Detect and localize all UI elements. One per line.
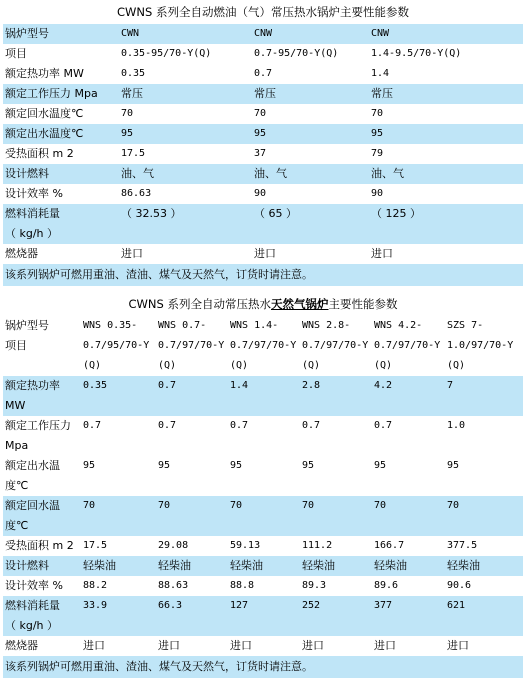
row-label: 燃烧器 [3, 244, 119, 264]
table-cell: 70 [372, 496, 445, 516]
table-cell: 17.5 [81, 536, 156, 556]
table-row [3, 64, 523, 84]
table-cell: 进口 [119, 244, 252, 264]
table-cell [300, 616, 372, 636]
table2-title [0, 292, 526, 316]
table-row [3, 616, 523, 636]
table-cell [300, 516, 372, 536]
table-cell: 70 [252, 104, 369, 124]
table-cell: 70 [156, 496, 228, 516]
table-cell: 0.7 [156, 376, 228, 416]
table-row [3, 496, 523, 516]
table-cell: 0.35 [81, 376, 156, 416]
row-label: 设计燃料 [3, 164, 119, 184]
table-cell: CNW [252, 24, 369, 44]
table-row [3, 44, 523, 64]
table-cell: WNS 0.35- [81, 316, 156, 336]
table-cell [300, 436, 372, 456]
table-cell: 轻柴油 [372, 556, 445, 576]
table-cell: 95 [300, 456, 372, 476]
table-cell: 1.4 [228, 376, 300, 416]
table-cell: 88.8 [228, 576, 300, 596]
table-cell: WNS 4.2- [372, 316, 445, 336]
row-label: 额定回水温 [3, 496, 81, 516]
row-label: 额定工作压力 [3, 416, 81, 436]
table-cell [156, 436, 228, 456]
row-label [3, 356, 81, 376]
table-cell: 0.7/97/70-Y [300, 336, 372, 356]
row-label: 额定回水温度℃ [3, 104, 119, 124]
row-label: 额定热功率 MW [3, 64, 119, 84]
table-cell [445, 476, 523, 496]
row-label: （ kg/h ） [3, 616, 81, 636]
table-cell: 89.6 [372, 576, 445, 596]
table-cell: 0.7 [81, 416, 156, 436]
table-cell: 89.3 [300, 576, 372, 596]
table-cell: 79 [369, 144, 523, 164]
row-label: 设计燃料 [3, 556, 81, 576]
table-row [3, 456, 523, 476]
table-cell: 0.7/97/70-Y [228, 336, 300, 356]
table-cell: CNW [369, 24, 523, 44]
table-cell: 轻柴油 [445, 556, 523, 576]
row-label: Mpa [3, 436, 81, 456]
table-cell: 95 [252, 124, 369, 144]
row-label: 燃烧器 [3, 636, 81, 656]
table-cell: 轻柴油 [228, 556, 300, 576]
row-label: 燃料消耗量 [3, 204, 119, 224]
table-row [3, 536, 523, 556]
table-cell: 66.3 [156, 596, 228, 616]
table-cell: 70 [369, 104, 523, 124]
table-row [3, 356, 523, 376]
table-cell: 95 [372, 456, 445, 476]
table-cell: 7 [445, 376, 523, 416]
table-cell: 90.6 [445, 576, 523, 596]
table-cell: 0.35-95/70-Y(Q) [119, 44, 252, 64]
row-label: 度℃ [3, 516, 81, 536]
table-row [3, 576, 523, 596]
table-cell [81, 476, 156, 496]
table-cell: (Q) [81, 356, 156, 376]
note-text: 该系列锅炉可燃用重油、渣油、煤气及天然气，订货时请注意。 [3, 264, 523, 286]
table-cell: (Q) [156, 356, 228, 376]
row-label: 项目 [3, 44, 119, 64]
table-row [3, 316, 523, 336]
note-row [3, 656, 523, 678]
table-cell: 油、气 [119, 164, 252, 184]
note-text: 该系列锅炉可燃用重油、渣油、煤气及天然气，订货时请注意。 [3, 656, 523, 678]
table-cell: 1.4-9.5/70-Y(Q) [369, 44, 523, 64]
table-row [3, 124, 523, 144]
table-row [3, 336, 523, 356]
table-cell [228, 516, 300, 536]
table-cell: 70 [81, 496, 156, 516]
table-cell: 进口 [228, 636, 300, 656]
table-cell: 86.63 [119, 184, 252, 204]
table-cell: 90 [369, 184, 523, 204]
table-cell: 1.0 [445, 416, 523, 436]
table-cell: 0.7/97/70-Y [372, 336, 445, 356]
table-row [3, 376, 523, 416]
table-cell: 33.9 [81, 596, 156, 616]
table-row [3, 476, 523, 496]
table-cell: 0.35 [119, 64, 252, 84]
table-cell: 常压 [369, 84, 523, 104]
table-row [3, 104, 523, 124]
table-cell: 油、气 [252, 164, 369, 184]
table-row [3, 556, 523, 576]
table-cell [81, 516, 156, 536]
table-cell: 进口 [252, 244, 369, 264]
table-cell: 0.7 [372, 416, 445, 436]
table-cell [228, 436, 300, 456]
table-cell [445, 516, 523, 536]
table-cell: 95 [228, 456, 300, 476]
table-row [3, 164, 523, 184]
table-cell: 377.5 [445, 536, 523, 556]
table-cell: 常压 [252, 84, 369, 104]
table-cell: (Q) [372, 356, 445, 376]
table-cell: 油、气 [369, 164, 523, 184]
table-cell: 进口 [156, 636, 228, 656]
table-row [3, 144, 523, 164]
table-cell: 37 [252, 144, 369, 164]
table-cell [445, 616, 523, 636]
table-cell [119, 224, 252, 244]
row-label: 额定出水温度℃ [3, 124, 119, 144]
table-cell: SZS 7- [445, 316, 523, 336]
table2-title-prefix: CWNS 系列全自动常压热水 [128, 297, 271, 311]
table2-title-emphasis: 天然气锅炉 [270, 297, 329, 311]
table-cell: 70 [228, 496, 300, 516]
table2 [3, 316, 523, 678]
table-cell: 111.2 [300, 536, 372, 556]
table-row [3, 596, 523, 616]
table-cell: 1.0/97/70-Y [445, 336, 523, 356]
table-cell: 进口 [300, 636, 372, 656]
table-cell: 70 [300, 496, 372, 516]
table-cell [81, 436, 156, 456]
table-cell: 166.7 [372, 536, 445, 556]
table-cell [252, 224, 369, 244]
table-cell: 621 [445, 596, 523, 616]
table-row [3, 636, 523, 656]
table-cell: (Q) [228, 356, 300, 376]
row-label: （ kg/h ） [3, 224, 119, 244]
table-cell: (Q) [300, 356, 372, 376]
table-cell: 进口 [445, 636, 523, 656]
table-row [3, 516, 523, 536]
table-row [3, 416, 523, 436]
table-cell: 轻柴油 [81, 556, 156, 576]
row-label: 受热面积 m 2 [3, 144, 119, 164]
table-cell: 95 [445, 456, 523, 476]
table-cell: 0.7-95/70-Y(Q) [252, 44, 369, 64]
row-label: 度℃ [3, 476, 81, 496]
table-cell: 90 [252, 184, 369, 204]
table-row [3, 24, 523, 44]
table-cell [372, 436, 445, 456]
table-cell [300, 476, 372, 496]
row-label: 额定出水温 [3, 456, 81, 476]
row-label: 锅炉型号 [3, 316, 81, 336]
table-cell: （ 125 ） [369, 204, 523, 224]
table-cell: （ 32.53 ） [119, 204, 252, 224]
table-cell [228, 476, 300, 496]
row-label: 受热面积 m 2 [3, 536, 81, 556]
table-row [3, 436, 523, 456]
table-cell [81, 616, 156, 636]
row-label: 额定工作压力 Mpa [3, 84, 119, 104]
table-cell: 进口 [369, 244, 523, 264]
table-cell: 377 [372, 596, 445, 616]
table1-title: CWNS 系列全自动燃油（气）常压热水锅炉主要性能参数 [0, 0, 526, 24]
table-cell: 88.63 [156, 576, 228, 596]
table-cell [156, 516, 228, 536]
row-label: 燃料消耗量 [3, 596, 81, 616]
row-label: 设计效率 % [3, 184, 119, 204]
table-cell: 95 [81, 456, 156, 476]
table-cell: 88.2 [81, 576, 156, 596]
table-cell: （ 65 ） [252, 204, 369, 224]
table-cell: 常压 [119, 84, 252, 104]
table-cell: 1.4 [369, 64, 523, 84]
table-row [3, 204, 523, 224]
row-label: 设计效率 % [3, 576, 81, 596]
row-label: 锅炉型号 [3, 24, 119, 44]
table-cell: 29.08 [156, 536, 228, 556]
table-row [3, 84, 523, 104]
table-cell: 59.13 [228, 536, 300, 556]
table-cell: (Q) [445, 356, 523, 376]
table-cell: 0.7 [252, 64, 369, 84]
table-cell [156, 476, 228, 496]
table-cell [372, 476, 445, 496]
table-row [3, 184, 523, 204]
table2-title-suffix: 主要性能参数 [328, 297, 398, 311]
table-cell [372, 516, 445, 536]
table-cell: 127 [228, 596, 300, 616]
table-cell: 2.8 [300, 376, 372, 416]
table-cell: WNS 0.7- [156, 316, 228, 336]
table1 [3, 24, 523, 286]
table-cell [372, 616, 445, 636]
table-cell: 进口 [372, 636, 445, 656]
table-cell: WNS 1.4- [228, 316, 300, 336]
table-cell: 轻柴油 [156, 556, 228, 576]
table-cell: 95 [119, 124, 252, 144]
table-cell: 进口 [81, 636, 156, 656]
table-cell: 17.5 [119, 144, 252, 164]
table-cell: 0.7/97/70-Y [156, 336, 228, 356]
table-row [3, 244, 523, 264]
table-cell [445, 436, 523, 456]
row-label: 额定热功率 MW [3, 376, 81, 416]
table-cell: 0.7/95/70-Y [81, 336, 156, 356]
table-cell: 70 [445, 496, 523, 516]
row-label: 项目 [3, 336, 81, 356]
table-cell: 70 [119, 104, 252, 124]
table-cell: 95 [156, 456, 228, 476]
table-row [3, 224, 523, 244]
table-cell: 95 [369, 124, 523, 144]
table-cell [228, 616, 300, 636]
table-cell: 4.2 [372, 376, 445, 416]
table-cell [156, 616, 228, 636]
table-cell: 0.7 [300, 416, 372, 436]
table-cell: 0.7 [156, 416, 228, 436]
table-cell [369, 224, 523, 244]
table-cell: WNS 2.8- [300, 316, 372, 336]
table-cell: CWN [119, 24, 252, 44]
note-row [3, 264, 523, 286]
table-cell: 0.7 [228, 416, 300, 436]
table-cell: 轻柴油 [300, 556, 372, 576]
table-cell: 252 [300, 596, 372, 616]
